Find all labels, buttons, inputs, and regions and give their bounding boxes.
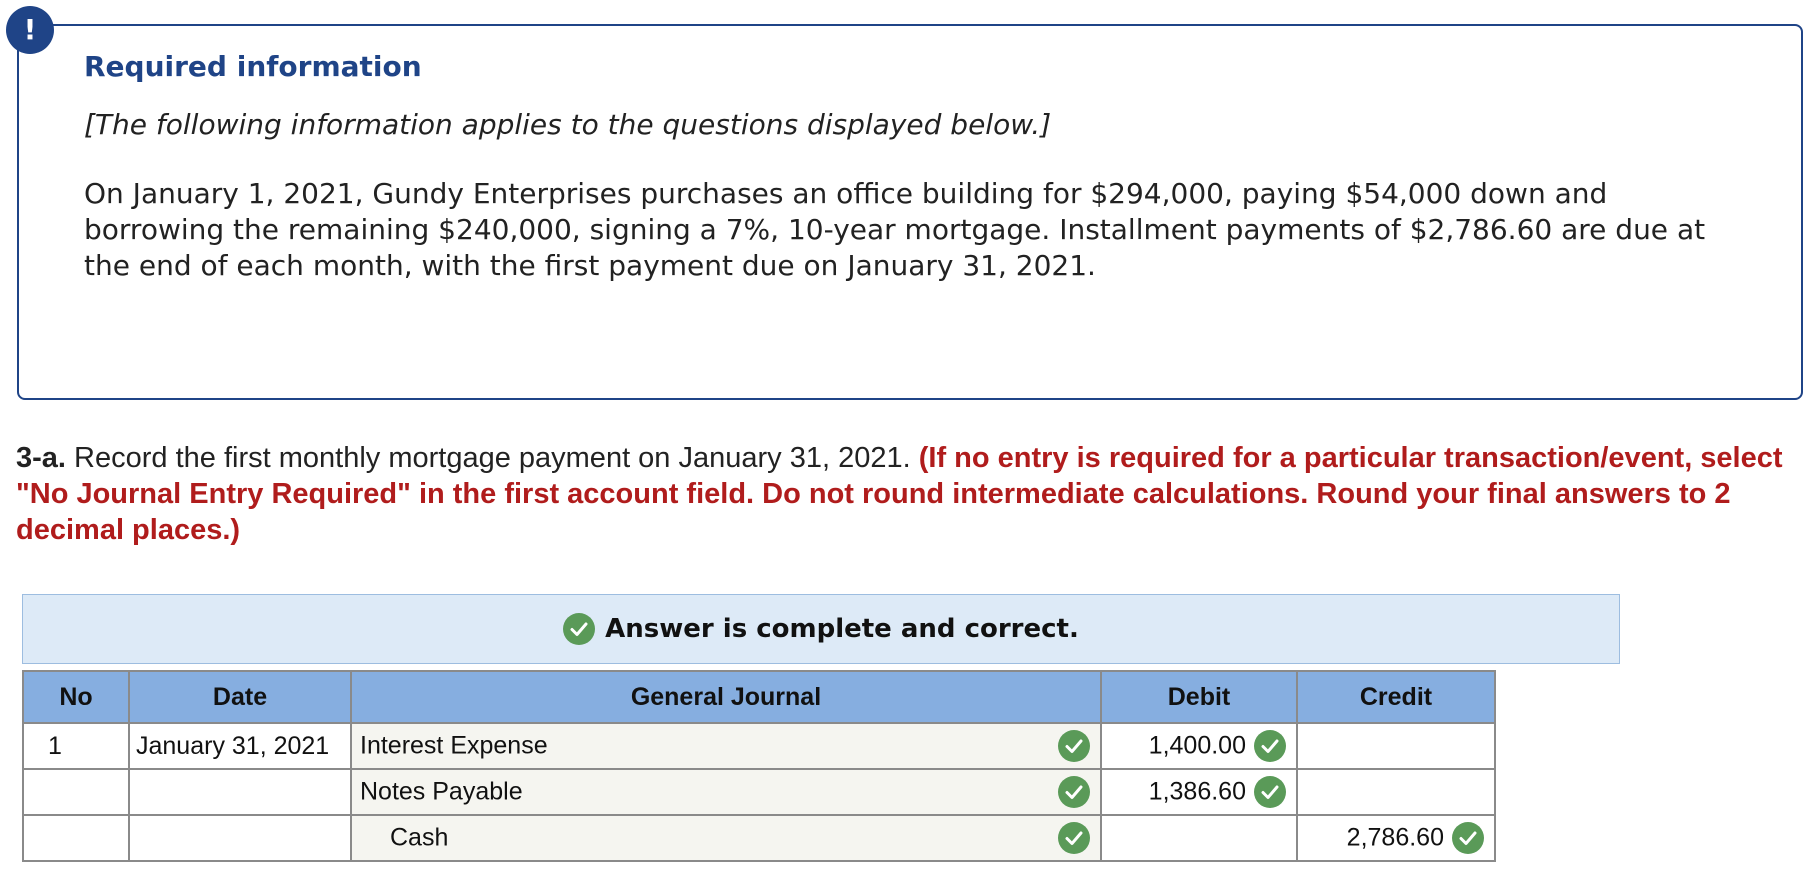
check-circle-icon <box>1058 822 1090 854</box>
header-date: Date <box>129 671 351 723</box>
entry-number: 1 <box>23 723 129 769</box>
info-subtitle: [The following information applies to the questions displayed below.] <box>84 108 1052 141</box>
debit-input[interactable] <box>1101 815 1297 861</box>
debit-amount: 1,386.60 <box>1148 777 1246 806</box>
header-credit: Credit <box>1297 671 1495 723</box>
answer-status-text: Answer is complete and correct. <box>605 614 1079 644</box>
check-circle-icon <box>1058 730 1090 762</box>
credit-input[interactable] <box>1297 815 1495 861</box>
check-circle-icon <box>563 613 595 645</box>
check-circle-icon <box>1254 730 1286 762</box>
check-circle-icon <box>1254 776 1286 808</box>
table-row <box>23 769 1495 815</box>
credit-input[interactable] <box>1297 723 1495 769</box>
table-header-row <box>23 671 1495 723</box>
alert-icon: ! <box>6 6 54 54</box>
entry-number <box>23 815 129 861</box>
credit-amount: 2,786.60 <box>1346 823 1444 852</box>
header-debit: Debit <box>1101 671 1297 723</box>
question-prompt <box>16 440 1812 548</box>
debit-input[interactable] <box>1101 723 1297 769</box>
date-cell <box>129 769 351 815</box>
header-no: No <box>23 671 129 723</box>
credit-input[interactable] <box>1297 769 1495 815</box>
table-row <box>23 815 1495 861</box>
question-text: Record the first monthly mortgage payment on January 31, 2021. <box>65 442 919 474</box>
info-title: Required information <box>84 50 422 83</box>
question-number: 3-a. <box>16 442 66 474</box>
account-select[interactable] <box>351 723 1101 769</box>
account-select[interactable] <box>351 769 1101 815</box>
general-journal-table <box>22 670 1496 862</box>
debit-amount: 1,400.00 <box>1148 731 1246 760</box>
debit-input[interactable] <box>1101 769 1297 815</box>
account-select[interactable] <box>351 815 1101 861</box>
entry-number <box>23 769 129 815</box>
date-select[interactable]: January 31, 2021 <box>129 723 351 769</box>
header-general-journal: General Journal <box>351 671 1101 723</box>
table-row <box>23 723 1495 769</box>
info-body: On January 1, 2021, Gundy Enterprises purchases an office building for $294,000, paying $54,000 down and borrowing the remaining $240,000, signing a 7%, 10-year mortgage. Installment payments of $2,786.60 are due at the end of each month, with the first payment due on January 31, 2021. <box>84 177 1706 282</box>
account-name: Cash <box>390 823 449 852</box>
account-name: Notes Payable <box>360 777 523 806</box>
check-circle-icon <box>1452 822 1484 854</box>
answer-status-banner <box>22 594 1620 664</box>
date-cell <box>129 815 351 861</box>
question-instructions: (If no entry is required for a particular transaction/event, select "No Journal Entry Required" in the first account field. Do not round intermediate calculations. Round your final answers to 2 decimal places.) <box>16 442 1783 546</box>
check-circle-icon <box>1058 776 1090 808</box>
account-name: Interest Expense <box>360 731 548 760</box>
